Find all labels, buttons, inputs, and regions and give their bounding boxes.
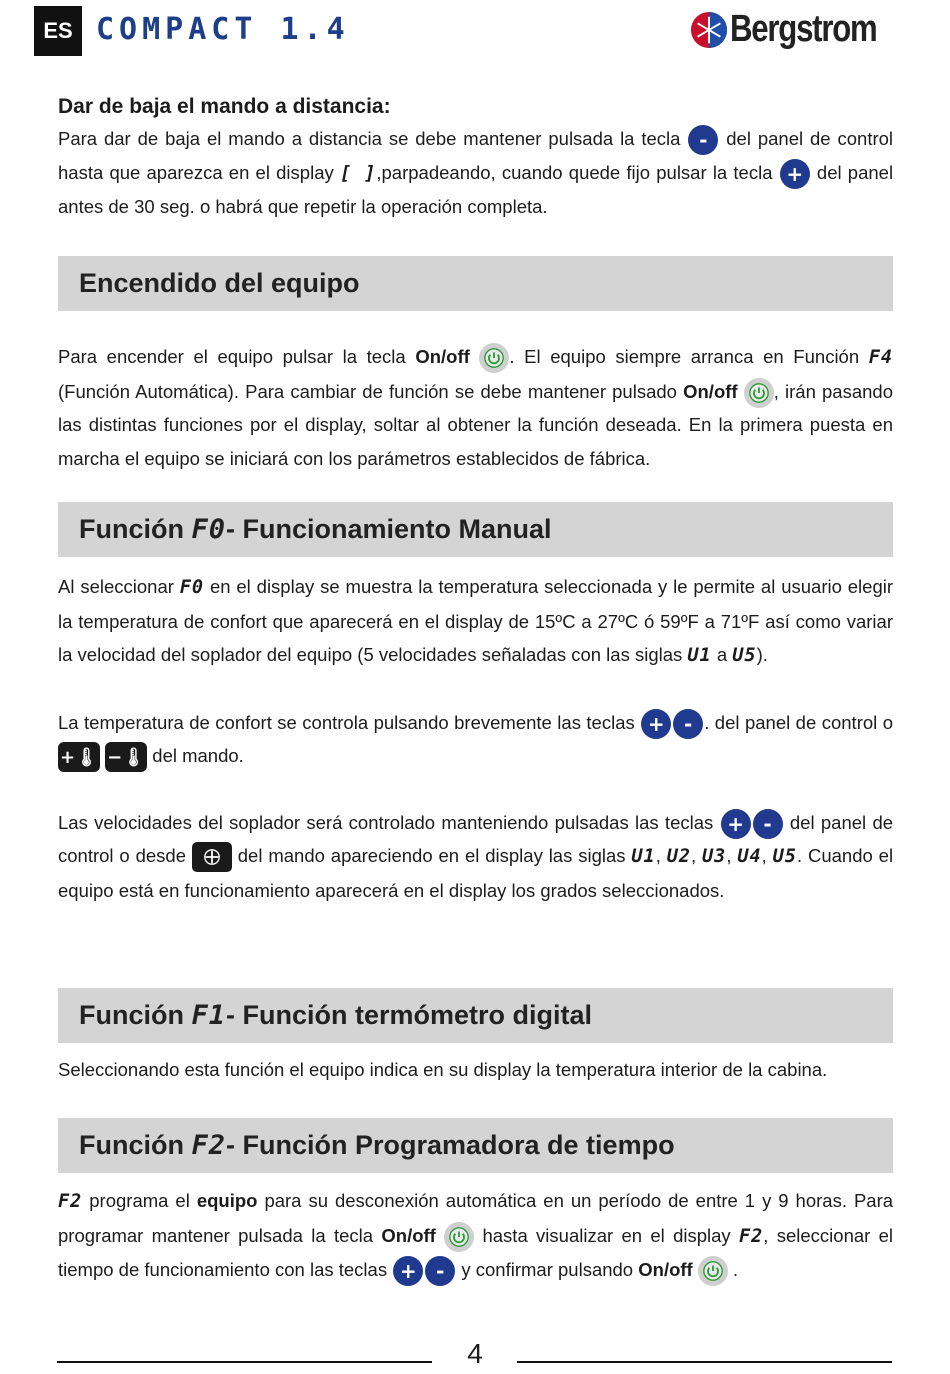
language-badge: ES	[34, 6, 82, 56]
power-icon	[479, 343, 509, 373]
section-title: Encendido del equipo	[79, 268, 360, 298]
text: en el display se muestra la temperatura seleccionada y le permite al usuario elegir la temperatura de confort que aparecerá en el display de 15ºC a 27ºC ó 59ºF a 71ºF así como variar la velocidad del soplador del equipo (5 velocidades señaladas con las siglas	[58, 576, 894, 665]
paragraph	[58, 1184, 893, 1287]
text: ).	[756, 644, 768, 665]
brand-name: Bergstrom	[730, 8, 877, 50]
text: para su desconexión automática en un período de entre 1 y 9 horas. Para programar mantener pulsada la tecla	[58, 1190, 894, 1246]
section-f0	[58, 570, 893, 907]
page-number: 4	[467, 1338, 483, 1369]
onoff-label: On/off	[381, 1224, 436, 1246]
display-symbol: [ ]	[339, 162, 377, 184]
section-title	[79, 502, 552, 557]
section-band-f1	[58, 988, 893, 1043]
text: Para encender el equipo pulsar la tecla	[58, 346, 406, 367]
section-f1	[58, 1053, 893, 1087]
text: hasta visualizar en el display	[482, 1224, 731, 1246]
display-symbol: U3	[702, 846, 727, 867]
brand-logo	[690, 8, 909, 51]
minus-button-icon: -	[425, 1256, 455, 1286]
section-band-f0	[58, 502, 893, 557]
text: . El equipo siempre arranca en Función	[509, 346, 860, 367]
remote-temp-down-icon: −🌡	[105, 742, 147, 772]
display-symbol: F2	[191, 1130, 227, 1161]
text: del mando apareciendo en el display las siglas	[237, 845, 626, 866]
remote-temp-up-icon: +🌡	[58, 742, 100, 772]
plus-button-icon: +	[721, 809, 751, 839]
minus-button-icon: -	[753, 809, 783, 839]
display-symbol: U5	[772, 846, 797, 867]
paragraph	[58, 122, 893, 224]
section-title	[79, 1118, 675, 1173]
title-text: - Funcionamiento Manual	[226, 514, 552, 544]
text: Al seleccionar	[58, 576, 174, 597]
display-symbol: F0	[179, 577, 205, 598]
text: , irán pasando las distintas funciones por el display, soltar al obtener la función deseada. En la primera puesta en marcha el equipo se iniciará con los parámetros establecidos de fábrica.	[58, 380, 893, 469]
section-remote-unpair	[58, 92, 893, 224]
text: . Cuando el equipo está en funcionamiento aparecerá en el display los grados seleccionados.	[58, 845, 894, 901]
title-text: Función	[79, 1130, 184, 1160]
plus-button-icon: +	[641, 709, 671, 739]
section-band-power-on	[58, 256, 893, 311]
display-symbol: U5	[732, 645, 757, 666]
text: , seleccionar el tiempo de funcionamiento con las teclas	[58, 1224, 894, 1280]
section-band-f2	[58, 1118, 893, 1173]
text: programa el	[89, 1190, 190, 1211]
text: del mando.	[152, 745, 244, 766]
display-symbol: U4	[737, 846, 762, 867]
power-icon	[744, 378, 774, 408]
paragraph	[58, 570, 893, 673]
onoff-label: On/off	[638, 1259, 693, 1280]
footer-rule-right	[517, 1361, 892, 1363]
power-icon	[698, 1256, 728, 1286]
footer-rule-left	[57, 1361, 432, 1363]
plus-button-icon: +	[780, 159, 810, 189]
title-text: Función	[79, 514, 184, 544]
paragraph: Las velocidades del soplador será controlado manteniendo pulsadas las teclas + - del panel de control o desde del mando apareciendo en el display las siglas U1, U2, U3, U4, U5. Cuando el equipo está en funcionamiento aparecerá en el display los grados seleccionados.	[58, 806, 893, 908]
text: y confirmar pulsando	[461, 1259, 634, 1280]
product-title: COMPACT 1.4	[96, 12, 350, 47]
minus-button-icon: -	[688, 125, 718, 155]
title-text: Función	[79, 1000, 184, 1030]
paragraph	[58, 340, 893, 475]
text: La temperatura de confort se controla pulsando brevemente las teclas	[58, 711, 635, 733]
text: (Función Automática). Para cambiar de función se debe mantener pulsado	[58, 380, 677, 402]
text: Las velocidades del soplador será controlado manteniendo pulsadas las teclas	[58, 811, 714, 833]
display-symbol: F4	[868, 347, 894, 368]
section-heading: Dar de baja el mando a distancia:	[58, 95, 391, 118]
onoff-label: On/off	[683, 380, 738, 402]
section-f2	[58, 1184, 893, 1287]
paragraph	[58, 706, 893, 773]
minus-button-icon: -	[673, 709, 703, 739]
display-symbol: F1	[191, 1000, 227, 1031]
text: Para dar de baja el mando a distancia se debe mantener pulsada la tecla	[58, 128, 681, 149]
onoff-label: On/off	[415, 346, 470, 367]
display-symbol: U2	[666, 846, 692, 867]
display-symbol: U1	[631, 846, 656, 867]
title-text: - Función Programadora de tiempo	[226, 1130, 675, 1160]
section-power-on	[58, 340, 893, 475]
fan-icon	[192, 842, 232, 872]
display-symbol: F2	[58, 1191, 83, 1212]
title-text: - Función termómetro digital	[226, 1000, 593, 1030]
text: del panel antes de 30 seg. o habrá que repetir la operación completa.	[58, 161, 894, 217]
power-icon	[444, 1222, 474, 1252]
paragraph: Seleccionando esta función el equipo indica en su display la temperatura interior de la cabina.	[58, 1059, 828, 1080]
text: del panel de control o desde	[58, 811, 894, 866]
snowflake-sun-icon	[690, 9, 728, 51]
bold-text: equipo	[196, 1190, 258, 1211]
plus-button-icon: +	[393, 1256, 423, 1286]
display-symbol: U1	[687, 645, 712, 666]
text: ,parpadeando, cuando quede fijo pulsar la tecla	[376, 161, 773, 183]
text: .	[732, 1259, 739, 1280]
text: a	[716, 644, 728, 665]
display-symbol: F0	[191, 514, 227, 545]
text: del panel de control hasta que aparezca en el display	[58, 128, 894, 183]
display-symbol: F2	[739, 1225, 764, 1247]
text: . del panel de control o	[704, 711, 893, 733]
section-title	[79, 988, 592, 1043]
